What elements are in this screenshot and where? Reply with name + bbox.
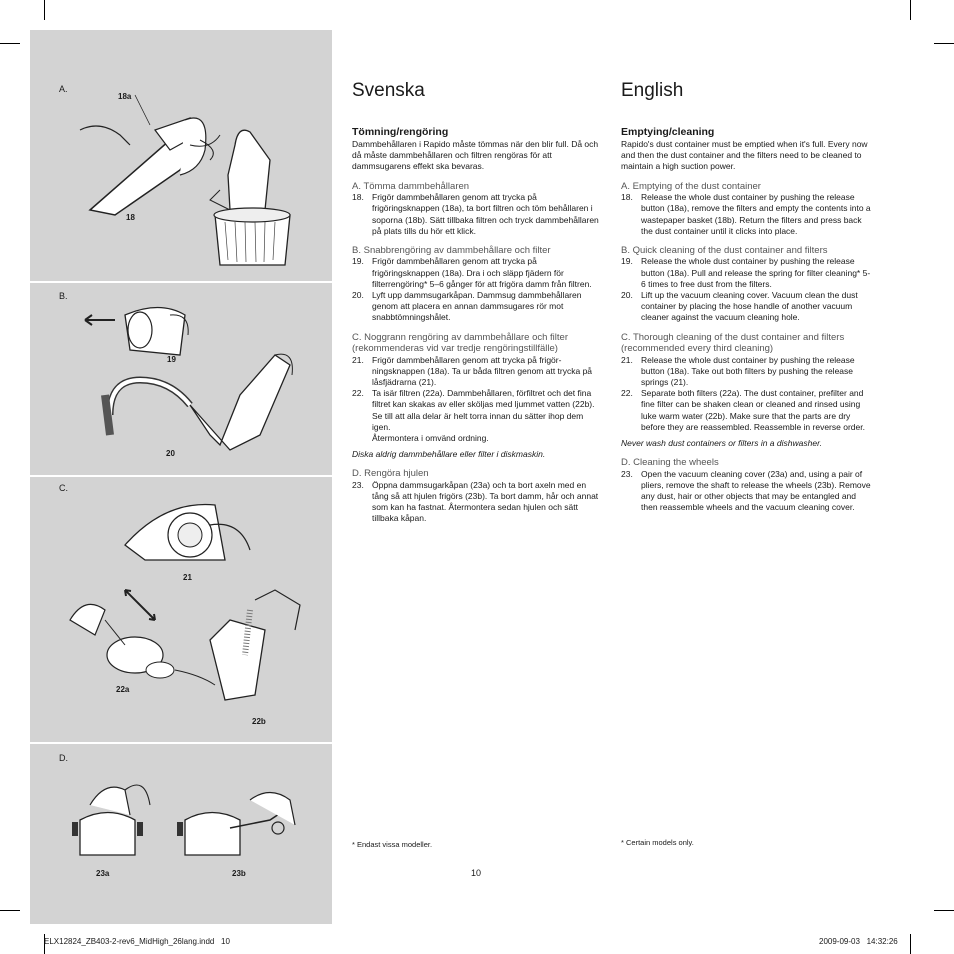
filter-separation-illustration xyxy=(65,490,320,735)
callout-21: 21 xyxy=(183,573,192,582)
panel-label-c: C. xyxy=(59,483,68,493)
callout-18: 18 xyxy=(126,213,135,222)
english-section-d-title: D. Cleaning the wheels xyxy=(621,457,719,469)
list-item: 18. Release the whole dust container by pushing the release button (18a), remove the filters and empty the contents into a wastepaper basket (18b). Return the filters and press back the dust container until it clicks into place. xyxy=(621,192,871,236)
svenska-section-b-title: B. Snabbrengöring av dammbehållare och filter xyxy=(352,244,551,256)
slug-datetime: 2009-09-03 14:32:26 xyxy=(819,937,898,946)
panel-divider xyxy=(30,742,332,744)
list-item: 18. Frigör dammbehållaren genom att trycka på frigöringsknappen (18a), ta bort filtren och töm behållaren i soporna (18b). Sätt tillbaka filtren och tryck dammbehållaren på plats tills du hör ett klick. xyxy=(352,192,599,236)
svenska-footnote: * Endast vissa modeller. xyxy=(352,840,433,849)
svenska-intro: Dammbehållaren i Rapido måste tömmas när den blir full. Då och då måste dammbehållaren och filtren rengöras för att dammsugarens effekt ska bevaras. xyxy=(352,139,599,172)
panel-label-a: A. xyxy=(59,84,68,94)
filter-cleaning-illustration xyxy=(70,295,320,465)
svenska-column xyxy=(352,80,602,525)
svenska-dishwasher-note: Diska aldrig dammbehållare eller filter i diskmaskin. xyxy=(352,449,546,460)
english-heading: Emptying/cleaning xyxy=(621,126,715,138)
callout-19: 19 xyxy=(167,355,176,364)
svenska-heading: Tömning/rengöring xyxy=(352,126,449,138)
callout-23a: 23a xyxy=(96,869,110,878)
list-item: 21. Release the whole dust container by pushing the release button (18a). Take out both filters by pushing the release springs (21). xyxy=(621,354,855,388)
english-footnote: * Certain models only. xyxy=(621,838,694,847)
wheel-removal-illustration xyxy=(70,770,310,865)
english-section-a-title: A. Emptying of the dust container xyxy=(621,180,761,192)
callout-22b: 22b xyxy=(252,717,266,726)
list-item: 19. Frigör dammbehållaren genom att trycka på frigöringsknappen (18a). Dra i och släpp fjädern för filterrengöring* 5–6 gånger för att frigöra damm från filtren. xyxy=(352,256,592,289)
list-item: 20. Lyft upp dammsugarkåpan. Dammsug dammbehållaren genom att placera en annan dammsugares rör mot snabbtömningshålet. xyxy=(352,290,582,323)
list-item: 21. Frigör dammbehållaren genom att trycka på frigörningsknappen (18a). Ta ur båda filtren genom att trycka på låsfjädrarna (21). xyxy=(352,354,593,388)
english-section-b-title: B. Quick cleaning of the dust container and filters xyxy=(621,244,828,256)
english-dishwasher-note: Never wash dust containers or filters in a dishwasher. xyxy=(621,438,822,449)
callout-18a: 18a xyxy=(118,92,132,101)
english-section-c-title: C. Thorough cleaning of the dust container and filters (recommended every third cleaning) xyxy=(621,331,845,355)
svenska-section-d-title: D. Rengöra hjulen xyxy=(352,468,429,480)
page-number: 10 xyxy=(471,868,482,878)
panel-label-d: D. xyxy=(59,753,68,763)
panel-divider xyxy=(30,281,332,283)
english-column xyxy=(621,80,871,513)
svenska-section-c-title: C. Noggrann rengöring av dammbehållare och filter (rekommenderas vid var tredje rengöringstillfälle) xyxy=(352,331,568,355)
list-item: 23. Öppna dammsugarkåpan (23a) och ta bort axeln med en tång så att hjulen frigörs (23b). Ta bort damm, hår och annat som kan ha fastnat. Återmontera sedan hjulen och sätt tillbaka kåpan. xyxy=(352,479,599,524)
crop-mark xyxy=(0,43,20,44)
slug-filename: ELX12824_ZB403-2-rev6_MidHigh_26lang.indd 10 xyxy=(44,937,230,946)
list-item: 20. Lift up the vacuum cleaning cover. Vacuum clean the dust container by placing the hose handle of another vacuum cleaner against the vacuum cleaning hole. xyxy=(621,290,858,323)
english-intro: Rapido's dust container must be emptied when it's full. Every now and then the dust container and the filters need to be cleaned to maintain a high suction power. xyxy=(621,139,868,172)
crop-mark xyxy=(910,934,911,954)
svenska-title: Svenska xyxy=(352,80,425,101)
list-item: 22. Ta isär filtren (22a). Dammbehållaren, förfiltret och det fina filtret kan skakas av eller sköljas med ljummet vatten (22b). Se till att alla delar är helt torra innan du sätter ihop dem igen. xyxy=(352,388,595,432)
crop-mark xyxy=(0,910,20,911)
panel-label-b: B. xyxy=(59,291,68,301)
crop-mark xyxy=(934,43,954,44)
list-item: 23. Open the vacuum cleaning cover (23a) and, using a pair of pliers, remove the shaft to release the wheels (23b). Remove any dust, hair or other objects that may be entangled and then reassemble wheels and the vacuum cleaning cover. xyxy=(621,468,871,513)
svenska-section-a-title: A. Tömma dammbehållaren xyxy=(352,180,470,192)
crop-mark xyxy=(934,910,954,911)
vacuum-emptying-illustration xyxy=(60,100,330,270)
crop-mark xyxy=(910,0,911,20)
callout-22a: 22a xyxy=(116,685,130,694)
panel-divider xyxy=(30,475,332,477)
callout-23b: 23b xyxy=(232,869,246,878)
callout-20: 20 xyxy=(166,449,175,458)
crop-mark xyxy=(44,0,45,20)
list-item: 22. Separate both filters (22a). The dust container, prefilter and fine filter can be shaken clean or cleaned and rinsed using luke warm water (22b). Make sure that the parts are dry before they are reassembled. Reassemble in reverse order. xyxy=(621,388,865,432)
english-title: English xyxy=(621,80,684,101)
svenska-reassemble-text: Återmontera i omvänd ordning. xyxy=(372,433,489,444)
list-item: 19. Release the whole dust container by pushing the release button (18a). Pull and release the spring for filter cleaning* 5-6 times to free dust from the filters. xyxy=(621,256,871,289)
